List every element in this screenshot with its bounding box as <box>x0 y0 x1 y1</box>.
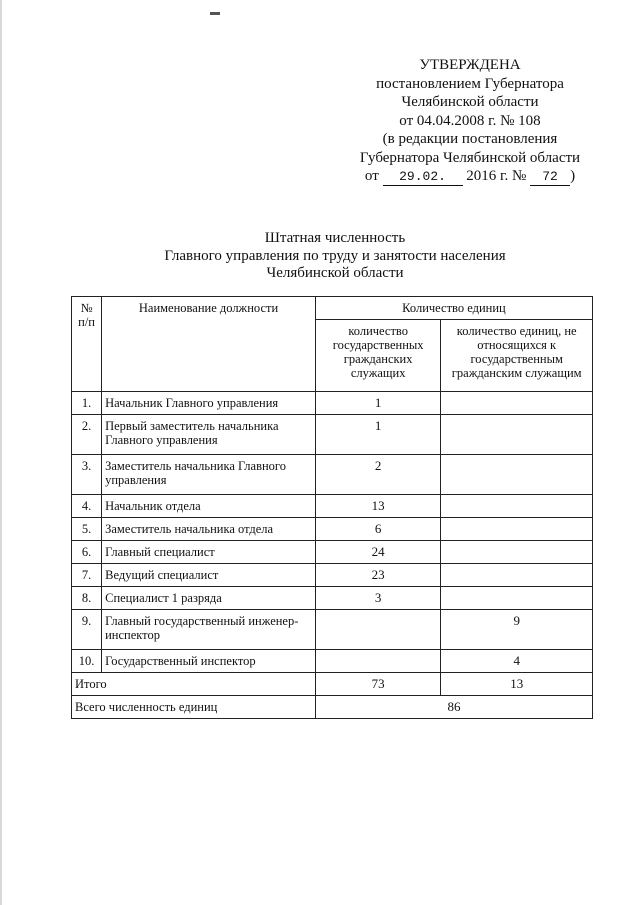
total-label: Итого <box>72 673 316 696</box>
table-row <box>72 610 593 650</box>
row-position-name: Государственный инспектор <box>102 650 316 673</box>
total-civil: 73 <box>315 673 440 696</box>
row-position-name: Начальник Главного управления <box>102 392 316 415</box>
table-row <box>72 455 593 495</box>
approval-line-2: Челябинской области <box>401 94 539 110</box>
row-non-civil-count: 4 <box>441 650 593 673</box>
row-position-name: Заместитель начальника Главного управления <box>102 455 316 495</box>
table-row <box>72 650 593 673</box>
approval-line-1: постановлением Губернатора <box>376 75 564 92</box>
row-non-civil-count: 9 <box>441 610 593 650</box>
scan-mark <box>210 12 220 15</box>
table-row <box>72 495 593 518</box>
header-num: № п/п <box>72 297 102 392</box>
approval-year: 2016 г. № <box>466 168 527 184</box>
approval-line-4: (в редакции постановления <box>382 131 558 147</box>
header-quantity: Количество единиц <box>315 297 592 320</box>
header-row-1 <box>72 297 593 320</box>
row-number: 6. <box>72 541 102 564</box>
grand-total-value: 86 <box>315 696 592 719</box>
row-position-name: Начальник отдела <box>102 495 316 518</box>
total-non-civil: 13 <box>441 673 593 696</box>
table-body <box>72 392 593 673</box>
table-row <box>72 564 593 587</box>
table-row <box>72 415 593 455</box>
title-line-1: Штатная численность <box>264 230 406 246</box>
row-non-civil-count <box>441 541 593 564</box>
row-civil-count: 13 <box>315 495 440 518</box>
row-non-civil-count <box>441 518 593 541</box>
row-non-civil-count <box>441 392 593 415</box>
row-non-civil-count <box>441 415 593 455</box>
approval-date-line <box>330 167 610 186</box>
grand-total-row <box>72 696 593 719</box>
document-title <box>110 230 560 283</box>
row-number: 3. <box>72 455 102 495</box>
table-row <box>72 587 593 610</box>
row-number: 2. <box>72 415 102 455</box>
table-row <box>72 392 593 415</box>
row-number: 5. <box>72 518 102 541</box>
table-row <box>72 518 593 541</box>
row-number: 4. <box>72 495 102 518</box>
row-non-civil-count <box>441 495 593 518</box>
row-position-name: Главный государственный инженер-инспектор <box>102 610 316 650</box>
row-civil-count: 23 <box>315 564 440 587</box>
approval-line-5: Губернатора Челябинской области <box>359 149 581 166</box>
row-position-name: Первый заместитель начальника Главного управления <box>102 415 316 455</box>
row-civil-count: 1 <box>315 415 440 455</box>
approval-number-field: 72 <box>530 169 570 186</box>
header-civil-servants: количество государственных гражданских служащих <box>315 320 440 392</box>
row-non-civil-count <box>441 455 593 495</box>
row-civil-count: 1 <box>315 392 440 415</box>
row-civil-count <box>315 610 440 650</box>
row-civil-count <box>315 650 440 673</box>
row-number: 1. <box>72 392 102 415</box>
approval-ot: от <box>364 168 379 184</box>
row-number: 7. <box>72 564 102 587</box>
table-row <box>72 541 593 564</box>
row-civil-count: 2 <box>315 455 440 495</box>
row-position-name: Заместитель начальника отдела <box>102 518 316 541</box>
row-position-name: Специалист 1 разряда <box>102 587 316 610</box>
header-non-civil: количество единиц, не относящихся к государственным гражданским служащим <box>441 320 593 392</box>
grand-total-label: Всего численность единиц <box>72 696 316 719</box>
row-non-civil-count <box>441 564 593 587</box>
row-position-name: Ведущий специалист <box>102 564 316 587</box>
scan-edge <box>0 0 2 905</box>
approval-close-paren: ) <box>570 168 576 184</box>
row-position-name: Главный специалист <box>102 541 316 564</box>
header-name: Наименование должности <box>102 297 316 392</box>
row-civil-count: 24 <box>315 541 440 564</box>
total-row <box>72 673 593 696</box>
row-non-civil-count <box>441 587 593 610</box>
row-civil-count: 3 <box>315 587 440 610</box>
title-line-2: Главного управления по труду и занятости населения <box>164 247 506 264</box>
row-number: 9. <box>72 610 102 650</box>
approval-date-field: 29.02. <box>383 169 463 186</box>
title-line-3: Челябинской области <box>266 265 404 281</box>
row-number: 8. <box>72 587 102 610</box>
approval-block <box>330 56 610 186</box>
row-number: 10. <box>72 650 102 673</box>
staff-table <box>71 296 593 719</box>
approval-heading: УТВЕРЖДЕНА <box>419 57 521 73</box>
row-civil-count: 6 <box>315 518 440 541</box>
approval-line-3: от 04.04.2008 г. № 108 <box>399 112 541 129</box>
